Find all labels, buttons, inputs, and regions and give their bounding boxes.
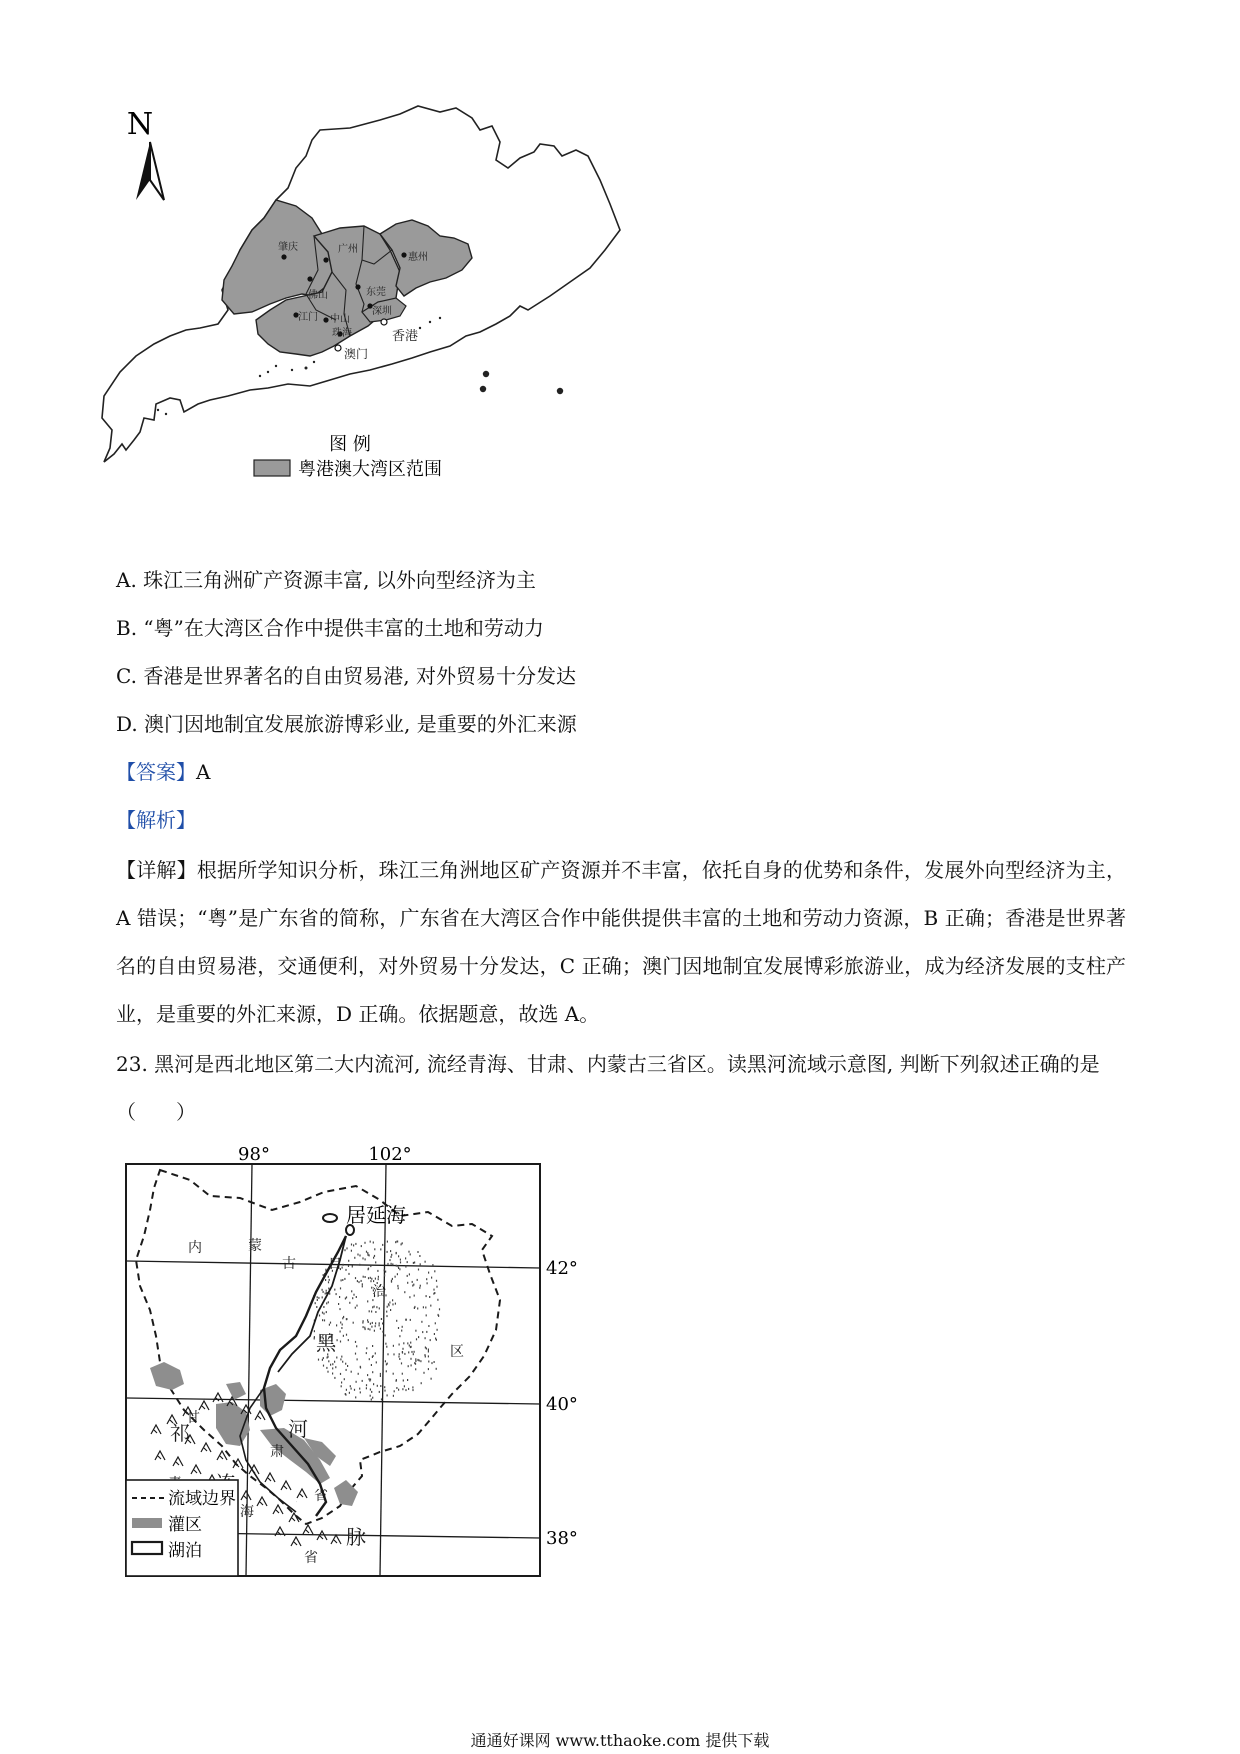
analysis-line [116,806,196,834]
label-juyanhai: 居延海 [346,1203,406,1227]
city-label-zhongshan: 中山 [330,314,350,325]
city-label-jiangmen: 江门 [298,312,318,323]
label-sheng-qinghai: 省 [304,1550,318,1566]
label-zi: 自 [328,1256,342,1272]
label-zhi: 治 [372,1284,386,1300]
answer-line [116,758,210,786]
north-arrow-icon [136,142,164,200]
detail-text: 根据所学知识分析，珠江三角洲地区矿产资源并不丰富，依托自身的优势和条件，发展外向型经济为主，A 错误；“粤”是广东省的简称，广东省在大湾区合作中能供提供丰富的土地和劳动力资源，B 正确；香港是世界著名的自由贸易港，交通便利，对外贸易十分发达，C 正确；澳门因地制宜发展博彩旅游业，成为经济发展的支柱产业，是重要的外汇来源，D 正确。依据题意，故选 A。 [116,858,1127,1026]
detail-tag: 【详解】 [116,858,197,882]
city-label-dongguan: 东莞 [366,287,386,298]
option-d-text: 澳门因地制宜发展旅游博彩业, 是重要的外汇来源 [144,712,577,736]
city-label-zhaoqing: 肇庆 [278,242,298,253]
legend-irrigation-label: 灌区 [168,1515,202,1535]
legend-lake-label: 湖泊 [168,1541,202,1561]
label-shan: 山 [296,1502,297,1503]
city-label-guangzhou: 广州 [338,244,358,255]
lat-label-38: 38° [546,1528,578,1549]
analysis-tag: 【解析】 [116,808,196,832]
label-qu: 区 [450,1344,464,1360]
lon-label-98: 98° [238,1144,270,1165]
option-c[interactable] [116,662,576,690]
north-label: N [126,107,154,142]
option-b-text: “粤”在大湾区合作中提供丰富的土地和劳动力 [143,616,544,640]
city-label-hongkong: 香港 [392,329,419,344]
city-label-shenzhen: 深圳 [372,306,392,317]
option-d-letter: D. [116,712,138,736]
label-hai: 海 [240,1504,254,1520]
label-he: 河 [288,1417,308,1441]
label-meng: 蒙 [248,1238,262,1254]
page-footer: 通通好课网 www.tthaoke.com 提供下载 [470,1731,770,1750]
label-mai: 脉 [346,1525,366,1549]
city-label-zhuhai: 珠海 [332,328,352,339]
option-c-text: 香港是世界著名的自由贸易港, 对外贸易十分发达 [143,664,577,688]
option-a-letter: A. [116,568,137,592]
answer-value: A [196,760,211,784]
city-label-macau: 澳门 [344,347,369,361]
option-d[interactable] [116,710,577,738]
option-b[interactable] [116,614,544,642]
question-23-text: 23. 黑河是西北地区第二大内流河, 流经青海、甘肃、内蒙古三省区。读黑河流域示意图, 判断下列叙述正确的是（ ） [116,1052,1100,1124]
legend-lake-icon [132,1542,162,1554]
lat-label-40: 40° [546,1394,578,1415]
answer-tag: 【答案】 [116,760,196,784]
option-a[interactable] [116,566,536,594]
city-label-foshan: 佛山 [308,290,328,301]
city-label-huizhou: 惠州 [408,252,428,263]
option-c-letter: C. [116,664,137,688]
greater-bay-area-map [100,100,700,540]
lon-label-102: 102° [368,1144,412,1165]
label-gu: 古 [282,1256,296,1272]
option-b-letter: B. [116,616,138,640]
map1-legend-title: 图 例 [329,434,371,455]
map1-legend-swatch [254,460,290,476]
legend-boundary-label: 流域边界 [168,1489,236,1509]
label-sheng-gansu: 省 [314,1488,328,1504]
label-nei: 内 [188,1240,202,1256]
label-gan: 甘 [186,1410,200,1426]
label-su: 肃 [270,1444,284,1460]
option-a-text: 珠江三角洲矿产资源丰富, 以外向型经济为主 [143,568,536,592]
heihe-basin-map [100,1140,620,1600]
lat-label-42: 42° [546,1258,578,1279]
map1-legend-label: 粤港澳大湾区范围 [298,459,442,480]
legend-irrigation-icon [132,1518,162,1528]
detail-paragraph [116,846,1126,1038]
label-hei: 黑 [316,1331,336,1355]
label-qi: 祁 [170,1421,190,1445]
